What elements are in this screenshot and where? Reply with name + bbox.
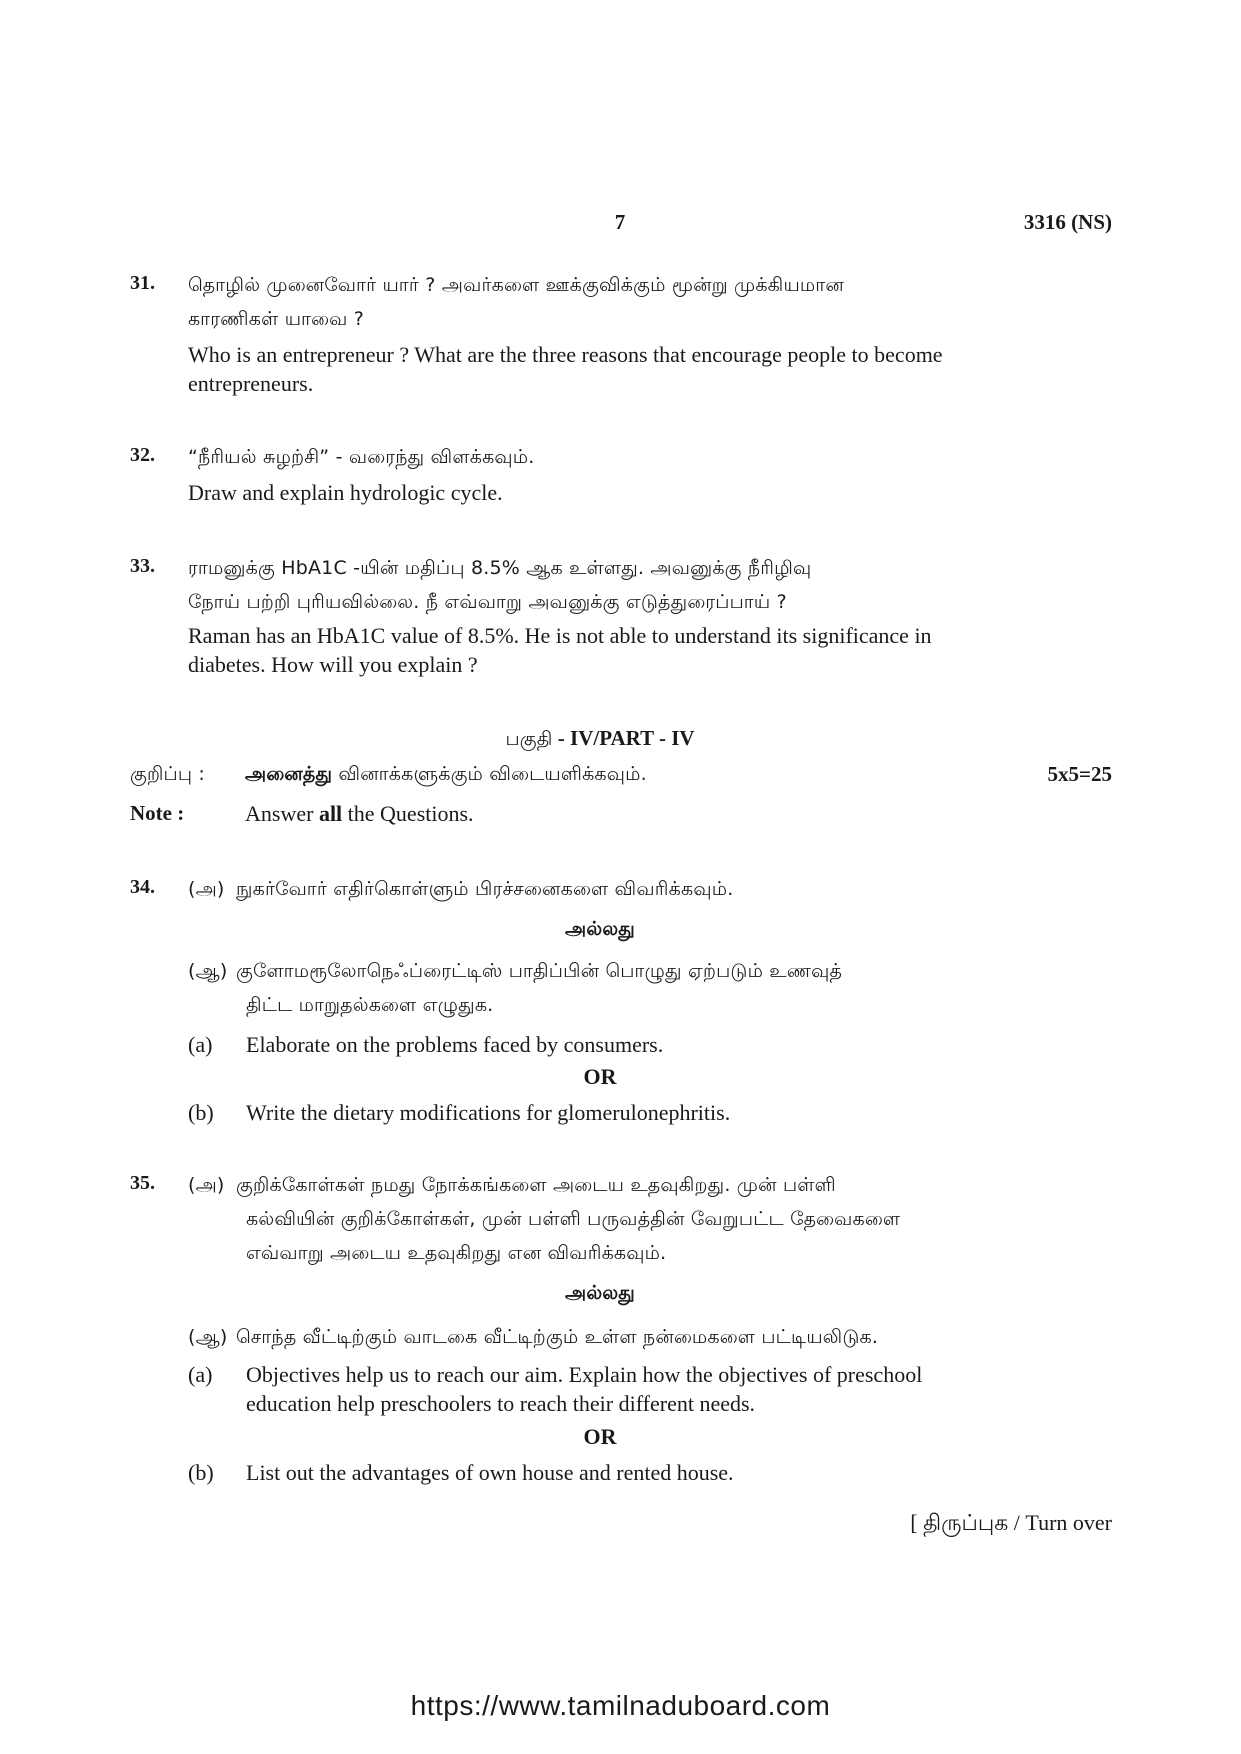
question-english <box>188 621 1070 679</box>
question-tamil <box>188 551 1070 619</box>
page-number: 7 <box>614 210 626 234</box>
marks: 5x5=25 <box>1047 762 1112 786</box>
question-english: Draw and explain hydrologic cycle. <box>188 480 503 505</box>
option-a-tamil: நுகர்வோர் எதிர்கொள்ளும் பிரச்சனைகளை விவரிக்கவும். <box>236 878 734 900</box>
option-a-tamil-label: (அ) <box>188 1174 225 1196</box>
note-english-bold: all <box>318 801 343 826</box>
option-b-tamil <box>236 954 1070 1022</box>
option-a-english: Elaborate on the problems faced by consumers. <box>246 1032 664 1057</box>
tamil-line: திட்ட மாறுதல்களை எழுதுக. <box>246 994 494 1016</box>
question-number: 31. <box>130 272 155 294</box>
english-line: entrepreneurs. <box>188 371 314 396</box>
tamil-line: குளோமரூலோநெஃப்ரைட்டிஸ் பாதிப்பின் பொழுது ஏற்படும் உணவுத் <box>236 960 843 982</box>
or-english: OR <box>583 1064 617 1089</box>
part-title-english: - IV/PART - IV <box>552 726 695 750</box>
note-tamil <box>245 757 647 791</box>
option-a-tamil-label: (அ) <box>188 878 225 900</box>
option-a-label: (a) <box>188 1032 213 1057</box>
tamil-line: எவ்வாறு அடைய உதவுகிறது என விவரிக்கவும். <box>246 1242 667 1264</box>
note-english-pre: Answer <box>245 801 319 826</box>
part-heading <box>130 722 1070 756</box>
note-tamil-rest: வினாக்களுக்கும் விடையளிக்கவும். <box>332 763 647 785</box>
exam-code: 3316 (NS) <box>1023 210 1112 234</box>
question-number: 33. <box>130 555 155 577</box>
option-b-tamil-label: (ஆ) <box>188 960 228 982</box>
or-english: OR <box>583 1424 617 1449</box>
question-32 <box>130 440 1070 510</box>
option-b-english: List out the advantages of own house and rented house. <box>246 1460 734 1485</box>
option-a-label: (a) <box>188 1362 213 1387</box>
question-34 <box>130 872 1070 1125</box>
option-a-tamil <box>236 1168 1070 1270</box>
question-number: 34. <box>130 876 155 898</box>
note-tamil-bold: அனைத்து <box>245 763 333 785</box>
english-line: Objectives help us to reach our aim. Explain how the objectives of preschool <box>246 1362 923 1387</box>
english-line: Who is an entrepreneur ? What are the three reasons that encourage people to become <box>188 342 943 367</box>
option-b-tamil: சொந்த வீட்டிற்கும் வாடகை வீட்டிற்கும் உள்ள நன்மைகளை பட்டியலிடுக. <box>236 1326 879 1348</box>
question-number: 32. <box>130 444 155 466</box>
tamil-line: குறிக்கோள்கள் நமது நோக்கங்களை அடைய உதவுகிறது. முன் பள்ளி <box>236 1174 836 1196</box>
question-tamil <box>188 268 1070 336</box>
tamil-line: தொழில் முனைவோர் யார் ? அவர்களை ஊக்குவிக்கும் மூன்று முக்கியமான <box>188 274 844 296</box>
option-b-label: (b) <box>188 1460 214 1485</box>
question-number: 35. <box>130 1172 155 1194</box>
note-english <box>245 799 474 828</box>
question-35 <box>130 1168 1070 1488</box>
option-a-english <box>246 1360 1070 1418</box>
part-title-tamil: பகுதி <box>505 728 553 750</box>
english-line: Raman has an HbA1C value of 8.5%. He is not able to understand its significance in <box>188 623 932 648</box>
option-b-english: Write the dietary modifications for glomerulonephritis. <box>246 1100 731 1125</box>
tamil-line: நோய் பற்றி புரியவில்லை. நீ எவ்வாறு அவனுக்கு எடுத்துரைப்பாய் ? <box>188 591 787 613</box>
or-tamil: அல்லது <box>565 918 635 940</box>
note-english-label: Note : <box>130 801 185 825</box>
note-english-post: the Questions. <box>342 801 474 826</box>
question-33 <box>130 551 1070 681</box>
tamil-line: கல்வியின் குறிக்கோள்கள், முன் பள்ளி பருவத்தின் வேறுபட்ட தேவைகளை <box>246 1208 901 1230</box>
tamil-line: காரணிகள் யாவை ? <box>188 308 364 330</box>
or-tamil: அல்லது <box>565 1282 635 1304</box>
question-english <box>188 340 1070 398</box>
english-line: diabetes. How will you explain ? <box>188 652 478 677</box>
note-tamil-label: குறிப்பு : <box>130 763 206 785</box>
option-b-tamil-label: (ஆ) <box>188 1326 228 1348</box>
english-line: education help preschoolers to reach their different needs. <box>246 1391 756 1416</box>
website-link[interactable]: https://www.tamilnaduboard.com <box>410 1690 831 1721</box>
question-31 <box>130 268 1070 398</box>
tamil-line: ராமனுக்கு HbA1C -யின் மதிப்பு 8.5% ஆக உள்ளது. அவனுக்கு நீரிழிவு <box>188 557 812 579</box>
question-tamil: “நீரியல் சுழற்சி” - வரைந்து விளக்கவும். <box>188 446 535 468</box>
option-b-label: (b) <box>188 1100 214 1125</box>
turn-over: [ திருப்புக / Turn over <box>910 1510 1112 1535</box>
